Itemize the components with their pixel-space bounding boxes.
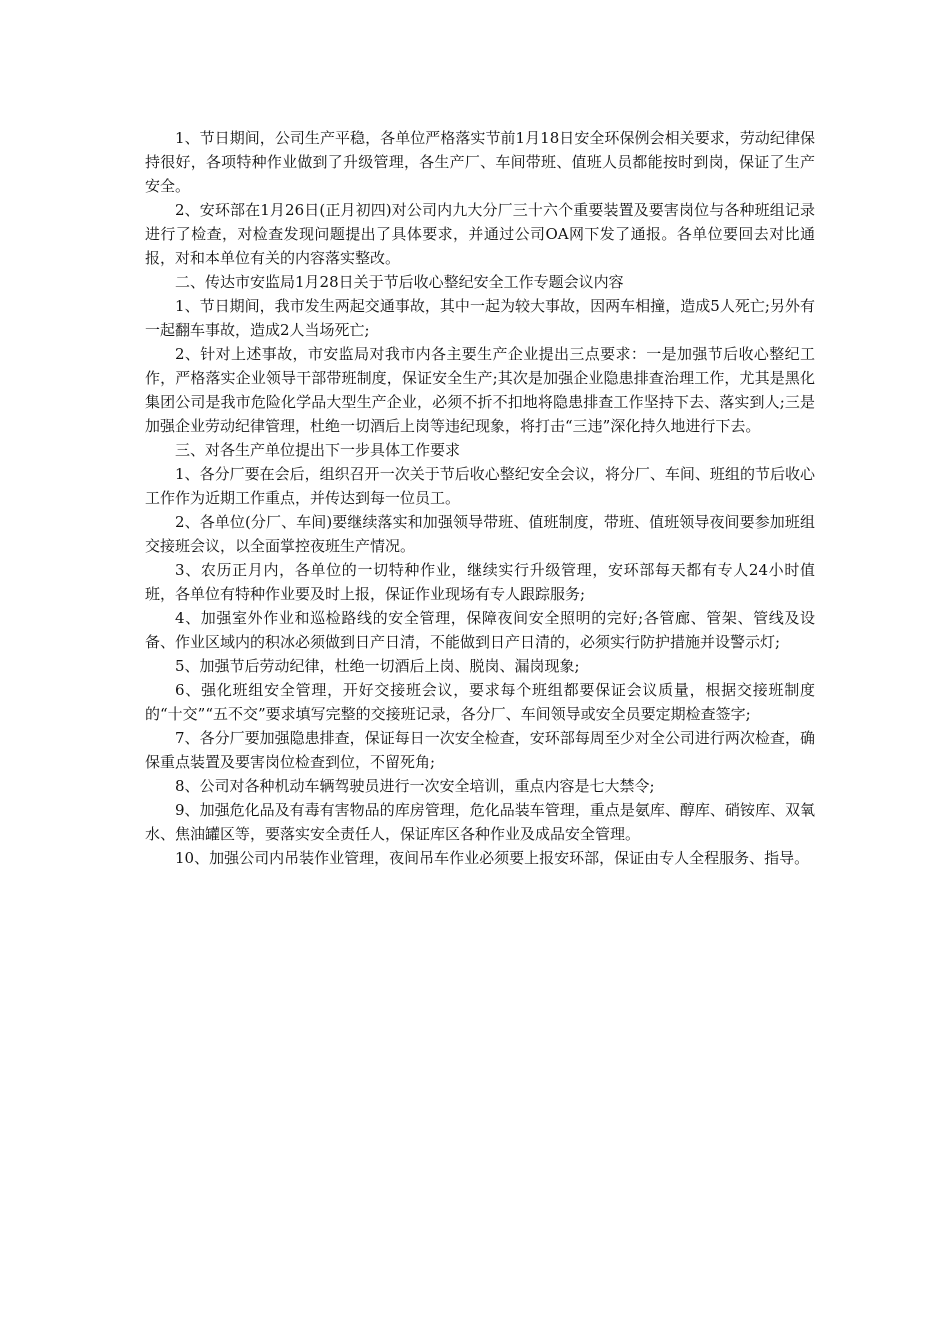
requirement-7: 7、各分厂要加强隐患排查，保证每日一次安全检查，安环部每周至少对全公司进行两次检查，确保重点装置及要害岗位检查到位，不留死角; <box>145 729 815 771</box>
requirement-5: 5、加强节后劳动纪律，杜绝一切酒后上岗、脱岗、漏岗现象; <box>175 657 580 675</box>
paragraph-2: 2、安环部在1月26日(正月初四)对公司内九大分厂三十六个重要装置及要害岗位与各种班组记录进行了检查，对检查发现问题提出了具体要求，并通过公司OA网下发了通报。各单位要回去对比通报，对和本单位有关的内容落实整改。 <box>145 201 815 267</box>
requirement-2: 2、各单位(分厂、车间)要继续落实和加强领导带班、值班制度，带班、值班领导夜间要参加班组交接班会议，以全面掌控夜班生产情况。 <box>145 513 815 555</box>
requirement-1: 1、各分厂要在会后，组织召开一次关于节后收心整纪安全会议，将分厂、车间、班组的节后收心工作作为近期工作重点，并传达到每一位员工。 <box>145 465 815 507</box>
requirement-10: 10、加强公司内吊装作业管理，夜间吊车作业必须要上报安环部，保证由专人全程服务、指导。 <box>175 849 810 867</box>
section-heading-2: 二、传达市安监局1月28日关于节后收心整纪安全工作专题会议内容 <box>175 273 624 291</box>
paragraph-3: 1、节日期间，我市发生两起交通事故，其中一起为较大事故，因两车相撞，造成5人死亡;另外有一起翻车事故，造成2人当场死亡; <box>145 297 815 339</box>
requirement-8: 8、公司对各种机动车辆驾驶员进行一次安全培训，重点内容是七大禁令; <box>175 777 655 795</box>
paragraph-1: 1、节日期间，公司生产平稳，各单位严格落实节前1月18日安全环保例会相关要求，劳动纪律保持很好，各项特种作业做到了升级管理，各生产厂、车间带班、值班人员都能按时到岗，保证了生产安全。 <box>145 129 815 195</box>
section-heading-3: 三、对各生产单位提出下一步具体工作要求 <box>175 441 461 459</box>
requirement-6: 6、强化班组安全管理，开好交接班会议，要求每个班组都要保证会议质量，根据交接班制度的“十交”“五不交”要求填写完整的交接班记录，各分厂、车间领导或安全员要定期检查签字; <box>145 681 815 723</box>
requirement-9: 9、加强危化品及有毒有害物品的库房管理，危化品装车管理，重点是氨库、醇库、硝铵库、双氧水、焦油罐区等，要落实安全责任人，保证库区各种作业及成品安全管理。 <box>145 801 815 843</box>
document-body <box>145 126 815 870</box>
requirement-4: 4、加强室外作业和巡检路线的安全管理，保障夜间安全照明的完好;各管廊、管架、管线及设备、作业区域内的积冰必须做到日产日清，不能做到日产日清的，必须实行防护措施并设警示灯; <box>145 609 815 651</box>
paragraph-4: 2、针对上述事故，市安监局对我市内各主要生产企业提出三点要求：一是加强节后收心整纪工作，严格落实企业领导干部带班制度，保证安全生产;其次是加强企业隐患排查治理工作，尤其是黑化集团公司是我市危险化学品大型生产企业，必须不折不扣地将隐患排查工作坚持下去、落实到人;三是加强企业劳动纪律管理，杜绝一切酒后上岗等违纪现象，将打击“三违”深化持久地进行下去。 <box>145 345 815 435</box>
requirement-3: 3、农历正月内，各单位的一切特种作业，继续实行升级管理，安环部每天都有专人24小时值班，各单位有特种作业要及时上报，保证作业现场有专人跟踪服务; <box>145 561 815 603</box>
